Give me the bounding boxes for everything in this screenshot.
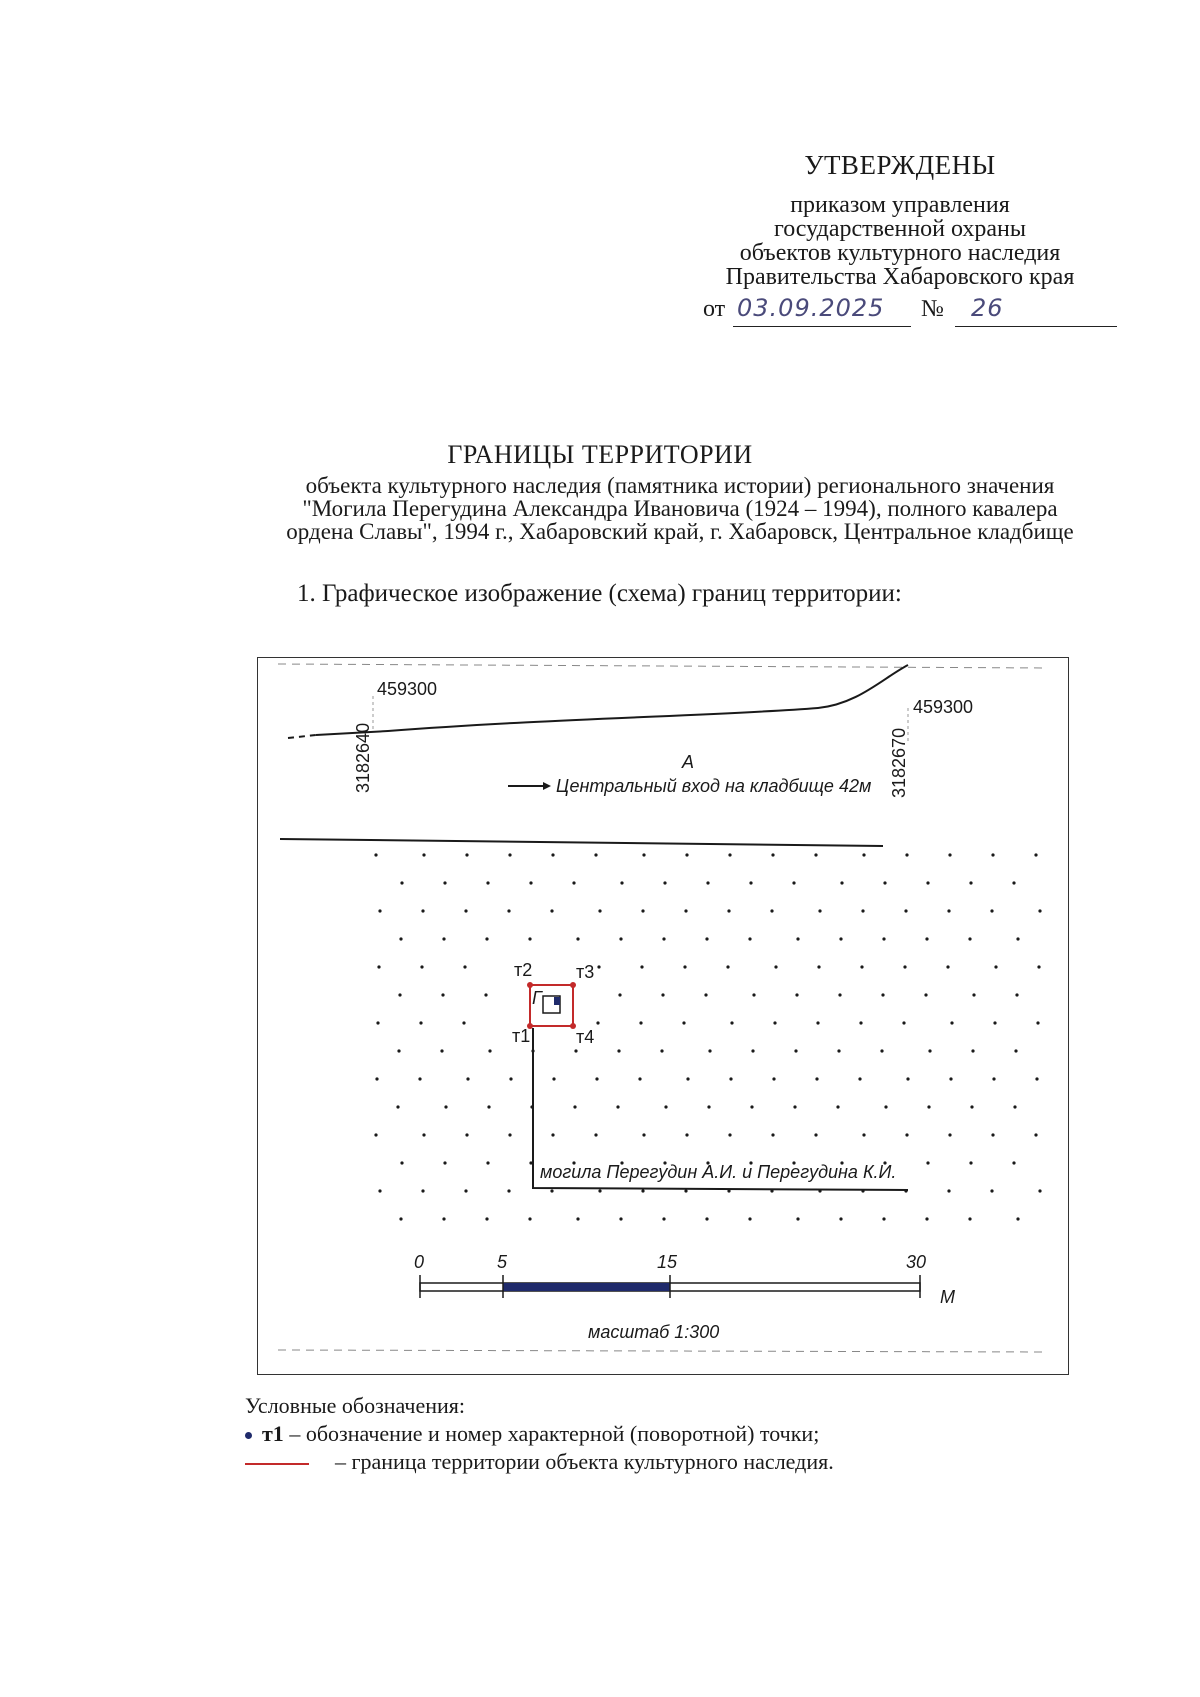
cemetery-dot bbox=[422, 1133, 425, 1136]
cemetery-dot bbox=[862, 1133, 865, 1136]
cemetery-dot bbox=[991, 853, 994, 856]
cemetery-dot bbox=[708, 1049, 711, 1052]
cemetery-dot bbox=[927, 1105, 930, 1108]
cemetery-dot bbox=[1037, 965, 1040, 968]
cemetery-dot bbox=[617, 1049, 620, 1052]
cemetery-dot bbox=[550, 1189, 553, 1192]
cemetery-dot bbox=[990, 1189, 993, 1192]
cemetery-dot bbox=[464, 1189, 467, 1192]
number-prefix: № bbox=[921, 296, 944, 322]
coord-right-vertical: 3182670 bbox=[889, 727, 909, 798]
cemetery-dot bbox=[440, 1049, 443, 1052]
cemetery-dot bbox=[619, 937, 622, 940]
point-t3 bbox=[570, 982, 576, 988]
cemetery-dot bbox=[1035, 1077, 1038, 1080]
cemetery-dot bbox=[685, 1133, 688, 1136]
document-title: ГРАНИЦЫ ТЕРРИТОРИИ bbox=[447, 440, 753, 469]
cemetery-dot bbox=[993, 1021, 996, 1024]
cemetery-dot bbox=[814, 853, 817, 856]
cemetery-dot bbox=[463, 965, 466, 968]
cemetery-dot bbox=[750, 1105, 753, 1108]
cemetery-dot bbox=[375, 1077, 378, 1080]
cemetery-dot bbox=[838, 993, 841, 996]
cemetery-dot bbox=[638, 1077, 641, 1080]
cemetery-dot bbox=[861, 909, 864, 912]
cemetery-dot bbox=[883, 881, 886, 884]
cemetery-dot bbox=[441, 993, 444, 996]
cemetery-dot bbox=[574, 1049, 577, 1052]
cemetery-dot bbox=[443, 881, 446, 884]
cemetery-dot bbox=[858, 1077, 861, 1080]
cemetery-dot bbox=[728, 853, 731, 856]
cemetery-dot bbox=[924, 993, 927, 996]
scale-caption: масштаб 1:300 bbox=[588, 1322, 720, 1342]
cemetery-dot bbox=[576, 937, 579, 940]
approval-date-row bbox=[703, 296, 1123, 330]
cemetery-dot bbox=[839, 1217, 842, 1220]
cemetery-dot bbox=[641, 1189, 644, 1192]
entrance-label: Центральный вход на кладбище 42м bbox=[556, 776, 872, 796]
cemetery-dot bbox=[1012, 1161, 1015, 1164]
cemetery-dot bbox=[397, 1049, 400, 1052]
cemetery-dot bbox=[1015, 993, 1018, 996]
cemetery-dot bbox=[594, 1133, 597, 1136]
cemetery-dot bbox=[399, 937, 402, 940]
cemetery-dot bbox=[794, 1049, 797, 1052]
cemetery-dot bbox=[752, 993, 755, 996]
date-underline bbox=[733, 326, 911, 327]
cemetery-dot bbox=[663, 881, 666, 884]
label-t4: т4 bbox=[576, 1027, 595, 1047]
cemetery-dot bbox=[903, 965, 906, 968]
cemetery-dot bbox=[793, 1105, 796, 1108]
cemetery-dot bbox=[508, 853, 511, 856]
cemetery-dot bbox=[707, 1105, 710, 1108]
cemetery-dot bbox=[377, 965, 380, 968]
cemetery-dot bbox=[529, 881, 532, 884]
cemetery-dot bbox=[839, 937, 842, 940]
cemetery-dot bbox=[685, 853, 688, 856]
cemetery-dot bbox=[1012, 881, 1015, 884]
cemetery-dot bbox=[376, 1021, 379, 1024]
section-heading: 1. Графическое изображение (схема) границ территории: bbox=[297, 580, 902, 607]
cemetery-dot bbox=[706, 881, 709, 884]
cemetery-dot bbox=[925, 937, 928, 940]
cemetery-dot bbox=[990, 909, 993, 912]
cemetery-dot bbox=[884, 1105, 887, 1108]
cemetery-dot bbox=[880, 1049, 883, 1052]
coord-left-vertical: 3182640 bbox=[353, 722, 373, 793]
subtitle-line-1: объекта культурного наследия (памятника истории) регионального значения bbox=[305, 473, 1055, 498]
cemetery-dot bbox=[378, 1189, 381, 1192]
cemetery-dot bbox=[1034, 853, 1037, 856]
cemetery-dot bbox=[485, 937, 488, 940]
cemetery-dot bbox=[485, 1217, 488, 1220]
cemetery-dot bbox=[1016, 1217, 1019, 1220]
cemetery-dot bbox=[971, 1049, 974, 1052]
cemetery-dot bbox=[992, 1077, 995, 1080]
label-g: Г bbox=[532, 988, 542, 1008]
cemetery-dot bbox=[928, 1049, 931, 1052]
map-drawing bbox=[258, 658, 1070, 1376]
road-dashed-start bbox=[288, 735, 316, 738]
legend-point-row bbox=[245, 1420, 834, 1448]
cemetery-dot bbox=[487, 1105, 490, 1108]
cemetery-dot bbox=[374, 1133, 377, 1136]
cemetery-dot bbox=[972, 993, 975, 996]
cemetery-dot bbox=[905, 853, 908, 856]
cemetery-dot bbox=[686, 1077, 689, 1080]
cemetery-dot bbox=[552, 1077, 555, 1080]
legend-boundary-icon bbox=[245, 1463, 309, 1465]
cemetery-dot bbox=[836, 1105, 839, 1108]
label-t3: т3 bbox=[576, 962, 595, 982]
cemetery-dot bbox=[508, 1133, 511, 1136]
cemetery-dot bbox=[772, 1077, 775, 1080]
cemetery-dot bbox=[926, 881, 929, 884]
date-handwritten: 03.09.2025 bbox=[737, 294, 885, 322]
cemetery-dot bbox=[596, 1021, 599, 1024]
approval-block bbox=[640, 150, 1160, 289]
cemetery-dot bbox=[906, 1077, 909, 1080]
coord-top-right: 459300 bbox=[913, 697, 974, 717]
cemetery-dot bbox=[662, 1217, 665, 1220]
cemetery-dot bbox=[444, 1105, 447, 1108]
cemetery-dot bbox=[684, 1189, 687, 1192]
cemetery-dot bbox=[860, 965, 863, 968]
cemetery-dot bbox=[551, 1133, 554, 1136]
cemetery-dot bbox=[947, 909, 950, 912]
label-t2: т2 bbox=[514, 960, 533, 980]
cemetery-dot bbox=[442, 1217, 445, 1220]
cemetery-dot bbox=[950, 1021, 953, 1024]
cemetery-dot bbox=[774, 965, 777, 968]
cemetery-dot bbox=[748, 1217, 751, 1220]
cemetery-dot bbox=[882, 937, 885, 940]
cemetery-dot bbox=[661, 993, 664, 996]
cemetery-dot bbox=[705, 1217, 708, 1220]
legend-point-desc: – обозначение и номер характерной (поворотной) точки; bbox=[283, 1421, 820, 1446]
cemetery-dot bbox=[1013, 1105, 1016, 1108]
cemetery-dot bbox=[948, 1133, 951, 1136]
cemetery-dot bbox=[949, 1077, 952, 1080]
cemetery-dot bbox=[619, 1217, 622, 1220]
legend-boundary-row bbox=[245, 1448, 834, 1476]
cemetery-dot bbox=[882, 1217, 885, 1220]
scale-label-5: 5 bbox=[497, 1252, 508, 1272]
cemetery-dot bbox=[771, 853, 774, 856]
cemetery-dot bbox=[400, 881, 403, 884]
cemetery-dot bbox=[947, 1189, 950, 1192]
cemetery-dot bbox=[684, 909, 687, 912]
cemetery-dot bbox=[902, 1021, 905, 1024]
cemetery-dot bbox=[1014, 1049, 1017, 1052]
cemetery-dot bbox=[443, 1161, 446, 1164]
subtitle-line-3: ордена Славы", 1994 г., Хабаровский край, г. Хабаровск, Центральное кладбище bbox=[286, 519, 1074, 544]
cemetery-dot bbox=[818, 909, 821, 912]
legend-title: Условные обозначения: bbox=[245, 1393, 466, 1418]
cemetery-dot bbox=[598, 1189, 601, 1192]
approval-line-3: объектов культурного наследия bbox=[739, 240, 1061, 266]
approval-title: УТВЕРЖДЕНЫ bbox=[804, 150, 996, 180]
cemetery-dot bbox=[598, 909, 601, 912]
cemetery-dot bbox=[862, 853, 865, 856]
cemetery-dot bbox=[727, 909, 730, 912]
scale-label-0: 0 bbox=[414, 1252, 425, 1272]
cemetery-dot bbox=[507, 1189, 510, 1192]
cemetery-dot bbox=[881, 993, 884, 996]
cemetery-dot bbox=[840, 881, 843, 884]
entrance-arrowhead bbox=[543, 782, 551, 790]
scale-label-15: 15 bbox=[657, 1252, 678, 1272]
coord-top-left: 459300 bbox=[377, 679, 438, 699]
approval-line-1: приказом управления bbox=[790, 192, 1010, 218]
cemetery-dot bbox=[462, 1021, 465, 1024]
cemetery-dot bbox=[618, 993, 621, 996]
cemetery-dot bbox=[770, 909, 773, 912]
scale-label-30: 30 bbox=[906, 1252, 927, 1272]
territory-map bbox=[257, 657, 1069, 1375]
cemetery-dot bbox=[420, 965, 423, 968]
cemetery-dot bbox=[616, 1105, 619, 1108]
cemetery-dot bbox=[837, 1049, 840, 1052]
cemetery-dot bbox=[486, 881, 489, 884]
cemetery-dot bbox=[946, 965, 949, 968]
cemetery-dot bbox=[682, 1021, 685, 1024]
cemetery-dot bbox=[620, 881, 623, 884]
cemetery-dot bbox=[1016, 937, 1019, 940]
cemetery-dot bbox=[396, 1105, 399, 1108]
cemetery-dot bbox=[1036, 1021, 1039, 1024]
cemetery-dot bbox=[773, 1021, 776, 1024]
cemetery-dot bbox=[550, 909, 553, 912]
cemetery-dot bbox=[641, 909, 644, 912]
subtitle-line-2: "Могила Перегудина Александра Ивановича (1924 – 1994), полного кавалера bbox=[302, 496, 1058, 521]
cemetery-dot bbox=[948, 853, 951, 856]
cemetery-dot bbox=[398, 993, 401, 996]
label-t1: т1 bbox=[512, 1026, 531, 1046]
cemetery-dot bbox=[749, 881, 752, 884]
cemetery-dot bbox=[400, 1161, 403, 1164]
cemetery-dot bbox=[465, 1133, 468, 1136]
cemetery-dot bbox=[664, 1105, 667, 1108]
cemetery-dot bbox=[595, 1077, 598, 1080]
cemetery-dot bbox=[1038, 909, 1041, 912]
cemetery-dot bbox=[970, 1105, 973, 1108]
approval-line-2: государственной охраны bbox=[773, 216, 1027, 242]
cemetery-dot bbox=[683, 965, 686, 968]
cemetery-dot bbox=[792, 881, 795, 884]
cemetery-dot bbox=[816, 1021, 819, 1024]
cemetery-dot bbox=[730, 1021, 733, 1024]
cemetery-dot bbox=[509, 1077, 512, 1080]
cemetery-dot bbox=[642, 1133, 645, 1136]
cemetery-dot bbox=[640, 965, 643, 968]
cemetery-dot bbox=[795, 993, 798, 996]
cemetery-dot bbox=[729, 1077, 732, 1080]
cemetery-dot bbox=[705, 937, 708, 940]
cemetery-dot bbox=[399, 1217, 402, 1220]
cemetery-dot bbox=[815, 1077, 818, 1080]
cemetery-dot bbox=[528, 1217, 531, 1220]
cemetery-dot bbox=[484, 993, 487, 996]
point-t2 bbox=[527, 982, 533, 988]
cemetery-dot bbox=[904, 909, 907, 912]
cemetery-dot bbox=[991, 1133, 994, 1136]
document-subtitle bbox=[245, 474, 1115, 543]
cemetery-dot bbox=[551, 853, 554, 856]
cemetery-dot bbox=[728, 1133, 731, 1136]
cemetery-dot bbox=[597, 965, 600, 968]
legend-boundary-desc: – граница территории объекта культурного наследия. bbox=[335, 1449, 834, 1474]
cemetery-dot bbox=[1038, 1189, 1041, 1192]
cemetery-dot bbox=[817, 965, 820, 968]
cemetery-dot bbox=[594, 853, 597, 856]
cemetery-dot bbox=[464, 909, 467, 912]
cemetery-dot bbox=[796, 1217, 799, 1220]
cemetery-dot bbox=[968, 937, 971, 940]
cemetery-dot bbox=[465, 853, 468, 856]
legend bbox=[245, 1392, 834, 1476]
cemetery-dot bbox=[1034, 1133, 1037, 1136]
cemetery-dot bbox=[751, 1049, 754, 1052]
cemetery-dot bbox=[969, 1161, 972, 1164]
legend-point-icon bbox=[245, 1432, 252, 1439]
cemetery-dot bbox=[488, 1049, 491, 1052]
grave-label: могила Перегудин А.И. и Перегудина К.И. bbox=[540, 1162, 897, 1182]
cemetery-dot bbox=[466, 1077, 469, 1080]
cemetery-dot bbox=[486, 1161, 489, 1164]
cemetery-dot bbox=[704, 993, 707, 996]
cemetery-dot bbox=[771, 1133, 774, 1136]
cemetery-dot bbox=[814, 1133, 817, 1136]
road-line bbox=[316, 665, 908, 735]
cemetery-dot bbox=[576, 1217, 579, 1220]
grave-marker bbox=[554, 997, 560, 1005]
approval-line-4: Правительства Хабаровского края bbox=[725, 264, 1075, 290]
map-top-dashed-line bbox=[278, 664, 1048, 668]
cemetery-dot bbox=[573, 1105, 576, 1108]
cemetery-dot bbox=[639, 1021, 642, 1024]
cemetery-dot bbox=[925, 1217, 928, 1220]
cemetery-dot bbox=[442, 937, 445, 940]
number-handwritten: 26 bbox=[971, 294, 1004, 322]
scale-unit: М bbox=[940, 1287, 955, 1307]
cemetery-dot bbox=[572, 881, 575, 884]
cemetery-dot bbox=[905, 1133, 908, 1136]
cemetery-dot bbox=[419, 1021, 422, 1024]
cemetery-dot bbox=[994, 965, 997, 968]
map-divider-line bbox=[280, 839, 883, 846]
cemetery-dot bbox=[528, 937, 531, 940]
number-underline bbox=[955, 326, 1117, 327]
cemetery-dot bbox=[662, 937, 665, 940]
scale-bar-fill bbox=[503, 1283, 670, 1291]
cemetery-dot bbox=[660, 1049, 663, 1052]
cemetery-dot bbox=[748, 937, 751, 940]
cemetery-dot bbox=[421, 1189, 424, 1192]
cemetery-dot bbox=[642, 853, 645, 856]
date-prefix: от bbox=[703, 296, 726, 322]
cemetery-dot bbox=[374, 853, 377, 856]
cemetery-dot bbox=[796, 937, 799, 940]
cemetery-dot bbox=[859, 1021, 862, 1024]
cemetery-dot bbox=[926, 1161, 929, 1164]
cemetery-dot bbox=[969, 881, 972, 884]
label-a: А bbox=[682, 752, 695, 772]
cemetery-dot bbox=[421, 909, 424, 912]
cemetery-dot bbox=[422, 853, 425, 856]
cemetery-dot bbox=[968, 1217, 971, 1220]
cemetery-dot bbox=[507, 909, 510, 912]
cemetery-dot bbox=[378, 909, 381, 912]
legend-point-term: т1 bbox=[262, 1421, 284, 1446]
cemetery-dot bbox=[726, 965, 729, 968]
cemetery-dot bbox=[418, 1077, 421, 1080]
map-bottom-dashed-line bbox=[278, 1350, 1048, 1352]
